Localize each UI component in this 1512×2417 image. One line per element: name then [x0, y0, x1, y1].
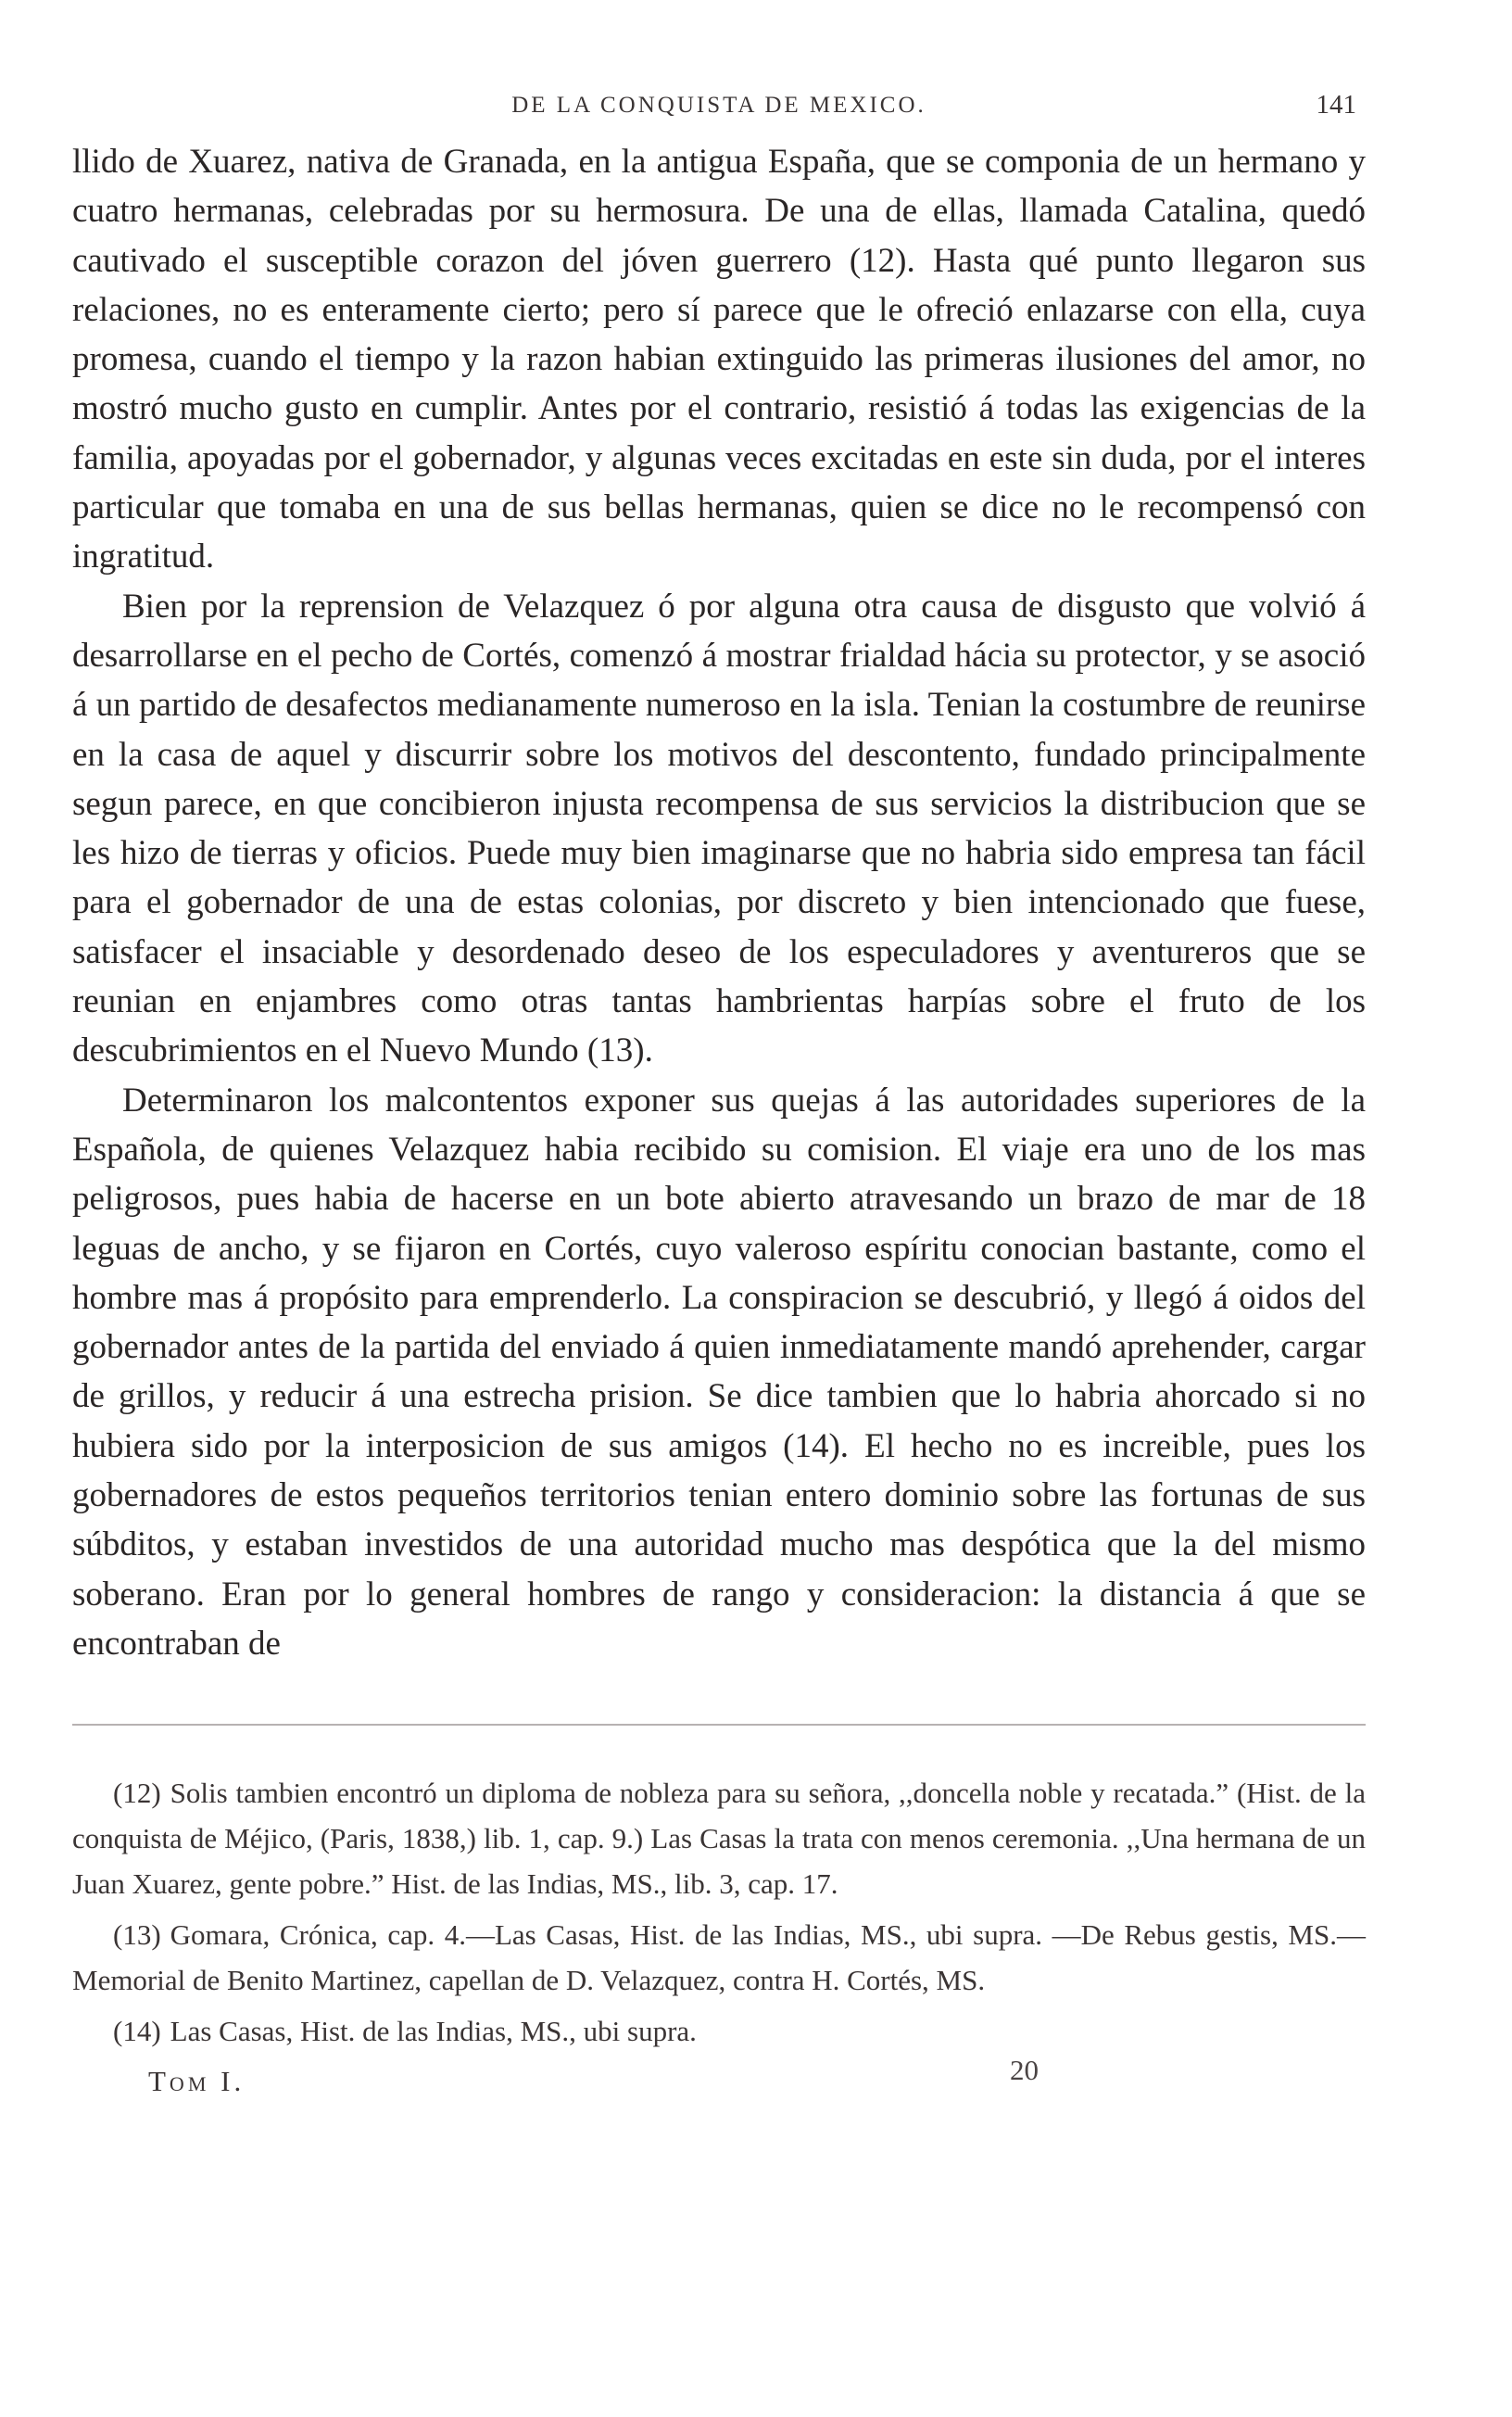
- page-footer: [72, 2054, 1366, 2102]
- paragraph: llido de Xuarez, nativa de Granada, en la antigua España, que se componia de un hermano y cuatro hermanas, celebradas por su hermosura. De una de ellas, llamada Catalina, quedó cautivado el susceptible corazon del jóven guerrero (12). Hasta qué punto llegaron sus relaciones, no es enteramente cierto; pero sí parece que le ofreció enlazarse con ella, cuya promesa, cuando el tiempo y la razon habian extinguido las primeras ilusiones del amor, no mostró mucho gusto en cumplir. Antes por el contrario, resistió á todas las exigencias de la familia, apoyadas por el gobernador, y algunas veces excitadas en este sin duda, por el interes particular que tomaba en una de sus bellas hermanas, quien se dice no le recompensó con ingratitud.: [72, 143, 1366, 576]
- paragraph: Determinaron los malcontentos exponer sus quejas á las autoridades superiores de la Española, de quienes Velazquez habia recibido su comision. El viaje era uno de los mas peligrosos, pues habia de hacerse en un bote abierto atravesando un brazo de mar de 18 leguas de ancho, y se fijaron en Cortés, cuyo valeroso espíritu conocian bastante, como el hombre mas á propósito para emprenderlo. La conspiracion se descubrió, y llegó á oidos del gobernador antes de la partida del enviado á quien inmediatamente mandó aprehender, cargar de grillos, y reducir á una estrecha prision. Se dice tambien que lo habria ahorcado si no hubiera sido por la interposicion de sus amigos (14). El hecho no es increible, pues los gobernadores de estos pequeños territorios tenian entero dominio sobre las fortunas de sus súbditos, y estaban investidos de una autoridad mucho mas despótica que la del mismo soberano. Eran por lo general hombres de rango y consideracion: la distancia á que se encontraban de: [72, 1081, 1366, 1663]
- footnotes: [72, 1770, 1366, 2054]
- sheet-number: 20: [1010, 2054, 1039, 2087]
- volume-signature: Tom I.: [148, 2065, 246, 2098]
- footnote-number: (13): [113, 1918, 161, 1952]
- book-page: [72, 90, 1366, 2373]
- footnote-number: (14): [113, 2015, 161, 2048]
- footnote: [72, 2008, 1366, 2054]
- footnote: [72, 1912, 1366, 2003]
- footnote-text: Gomara, Crónica, cap. 4.—Las Casas, Hist. de las Indias, MS., ubi supra. —De Rebus gestis, MS.—Memorial de Benito Martinez, capellan de D. Velazquez, contra H. Cortés, MS.: [72, 1918, 1366, 1997]
- page-number: 141: [1316, 90, 1356, 120]
- footnote: [72, 1770, 1366, 1906]
- running-head: [72, 90, 1366, 133]
- main-text: [72, 137, 1366, 1668]
- running-head-title: DE LA CONQUISTA DE MEXICO.: [511, 93, 926, 118]
- footnote-text: Solis tambien encontró un diploma de nobleza para su señora, ,,doncella noble y recatada.” (Hist. de la conquista de Méjico, (Paris, 1838,) lib. 1, cap. 9.) Las Casas la trata con menos ceremonia. ,,Una hermana de un Juan Xuarez, gente pobre.” Hist. de las Indias, MS., lib. 3, cap. 17.: [72, 1777, 1366, 1901]
- paragraph: Bien por la reprension de Velazquez ó por alguna otra causa de disgusto que volvió á desarrollarse en el pecho de Cortés, comenzó á mostrar frialdad hácia su protector, y se asoció á un partido de desafectos medianamente numeroso en la isla. Tenian la costumbre de reunirse en la casa de aquel y discurrir sobre los motivos del descontento, fundado principalmente segun parece, en que concibieron injusta recompensa de sus servicios la distribucion que se les hizo de tierras y oficios. Puede muy bien imaginarse que no habria sido empresa tan fácil para el gobernador de una de estas colonias, por discreto y bien intencionado que fuese, satisfacer el insaciable y desordenado deseo de los especuladores y aventureros que se reunian en enjambres como otras tantas hambrientas harpías sobre el fruto de los descubrimientos en el Nuevo Mundo (13).: [72, 587, 1366, 1070]
- footnote-number: (12): [113, 1777, 161, 1810]
- footnote-text: Las Casas, Hist. de las Indias, MS., ubi supra.: [170, 2015, 697, 2048]
- footnote-divider: [72, 1724, 1366, 1726]
